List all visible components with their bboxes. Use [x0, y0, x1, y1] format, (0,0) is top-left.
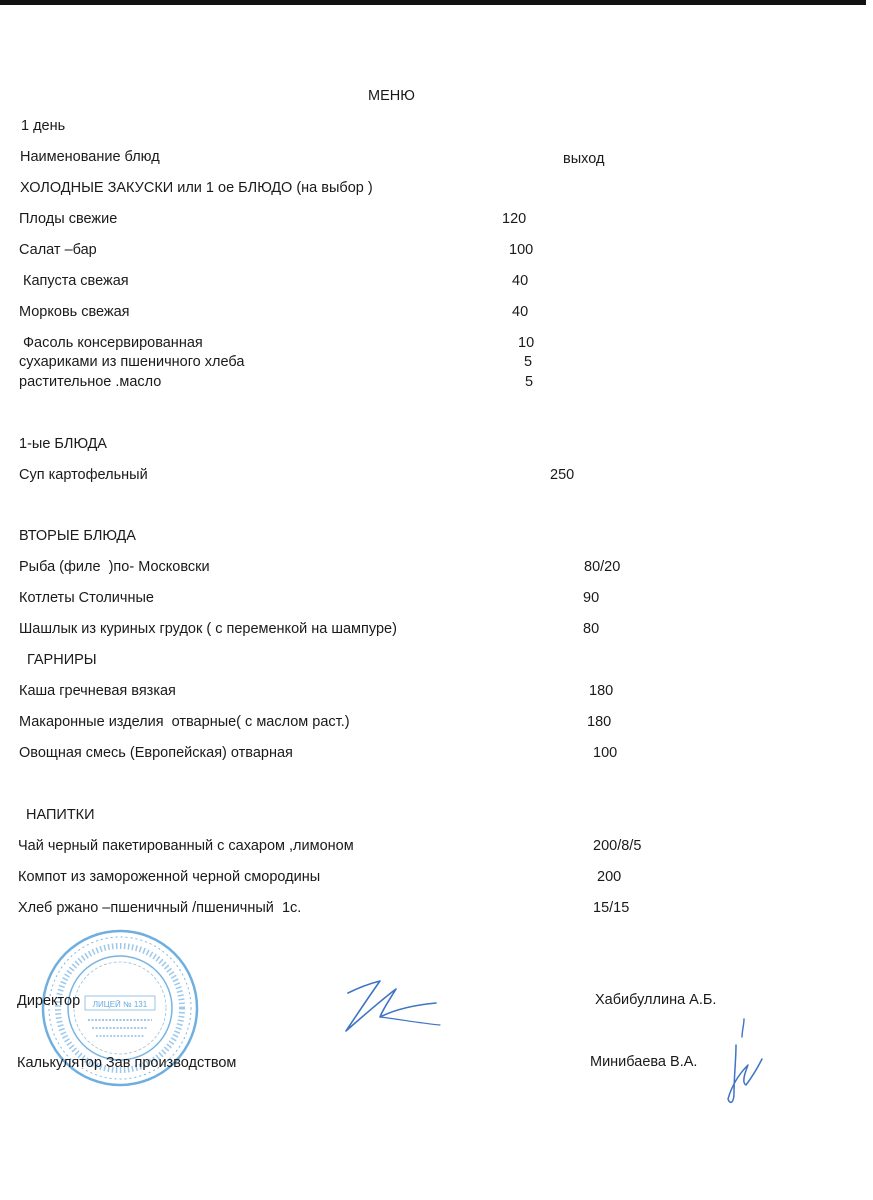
menu-item-yield: 180 [589, 683, 614, 699]
section-title-garnish: ГАРНИРЫ [27, 652, 97, 668]
menu-item-yield: 5 [524, 354, 533, 370]
menu-item-yield: 80/20 [584, 559, 621, 575]
menu-item-yield: 250 [550, 467, 575, 483]
section-title-second: ВТОРЫЕ БЛЮДА [19, 528, 136, 544]
menu-item-yield: 40 [512, 304, 529, 320]
menu-item-yield: 5 [525, 374, 534, 390]
menu-item-yield: 80 [583, 621, 600, 637]
menu-item-name: растительное .масло [19, 374, 162, 390]
menu-item-name: сухариками из пшеничного хлеба [19, 354, 245, 370]
menu-item-yield: 40 [512, 273, 529, 289]
calculator-label: Калькулятор Зав производством [17, 1055, 237, 1071]
menu-item-name: Салат –бар [19, 242, 97, 258]
menu-item-yield: 200 [597, 869, 622, 885]
menu-item-yield: 15/15 [593, 900, 630, 916]
calculator-signature [722, 1015, 767, 1110]
section-title-cold: ХОЛОДНЫЕ ЗАКУСКИ или 1 ое БЛЮДО (на выбор ) [20, 180, 373, 196]
menu-item-yield: 100 [509, 242, 534, 258]
menu-item-name: Капуста свежая [19, 273, 129, 289]
menu-item-name: Фасоль консервированная [19, 335, 203, 351]
menu-item-name: Котлеты Столичные [19, 590, 154, 606]
menu-item-yield: 180 [587, 714, 612, 730]
menu-item-yield: 90 [583, 590, 600, 606]
column-header-name: Наименование блюд [20, 149, 160, 165]
day-label: 1 день [21, 118, 66, 134]
menu-item-yield: 200/8/5 [593, 838, 642, 854]
menu-item-name: Хлеб ржано –пшеничный /пшеничный 1с. [18, 900, 302, 916]
column-header-yield: выход [563, 151, 605, 167]
calculator-name: Минибаева В.А. [590, 1054, 698, 1070]
menu-item-name: Макаронные изделия отварные( с маслом раст.) [19, 714, 350, 730]
menu-item-name: Рыба (филе )по- Московски [19, 559, 210, 575]
menu-item-name: Плоды свежие [19, 211, 118, 227]
menu-item-name: Чай черный пакетированный с сахаром ,лимоном [18, 838, 354, 854]
page-title: МЕНЮ [368, 88, 415, 104]
menu-item-name: Морковь свежая [19, 304, 130, 320]
stamp-center-text: ЛИЦЕЙ № 131 [92, 1000, 148, 1009]
menu-item-yield: 100 [593, 745, 618, 761]
menu-item-yield: 10 [518, 335, 535, 351]
menu-item-name: Суп картофельный [19, 467, 148, 483]
menu-item-name: Каша гречневая вязкая [19, 683, 176, 699]
menu-item-yield: 120 [502, 211, 527, 227]
director-name: Хабибуллина А.Б. [595, 992, 717, 1008]
section-title-first: 1-ые БЛЮДА [19, 436, 107, 452]
menu-item-name: Овощная смесь (Европейская) отварная [19, 745, 293, 761]
section-title-drinks: НАПИТКИ [26, 807, 95, 823]
director-signature [340, 965, 445, 1045]
menu-item-name: Компот из замороженной черной смородины [18, 869, 321, 885]
director-label: Директор [17, 993, 81, 1009]
scan-edge-bar [0, 0, 866, 5]
menu-item-name: Шашлык из куриных грудок ( с переменкой на шампуре) [19, 621, 397, 637]
